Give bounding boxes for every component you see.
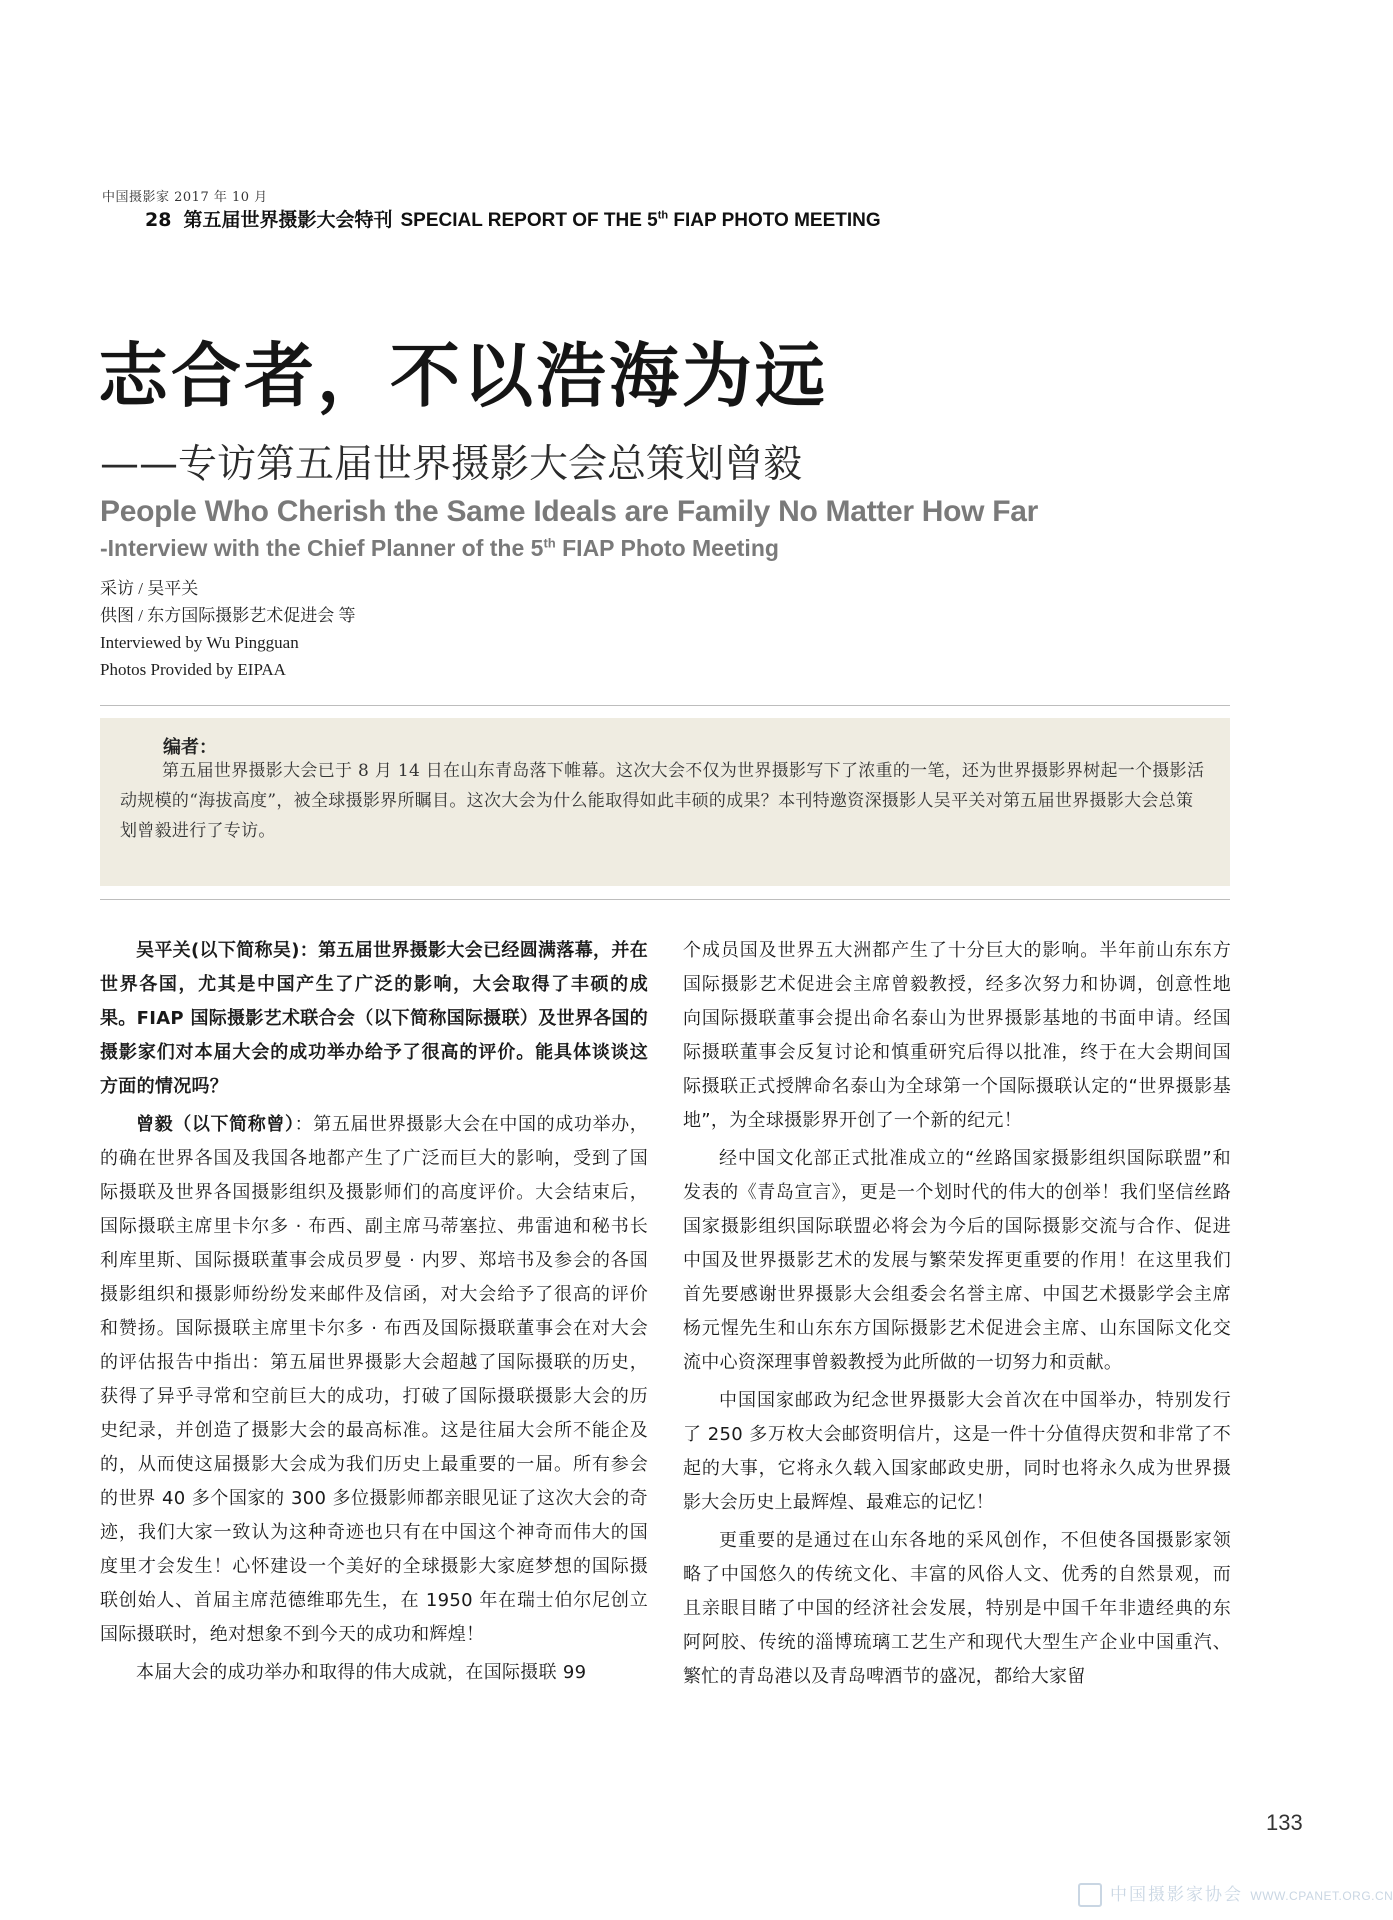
magazine-issue-line: 中国摄影家 2017 年 10 月: [102, 190, 268, 205]
body-column-right: [683, 934, 1231, 1698]
section-title-en-sup: th: [657, 209, 669, 222]
section-title-en: [400, 210, 880, 231]
subtitle-en-sup: th: [543, 535, 556, 551]
watermark-url: WWW.CPANET.ORG.CN: [1250, 1889, 1393, 1903]
editor-note-box: [100, 718, 1230, 886]
body-paragraph: 中国国家邮政为纪念世界摄影大会首次在中国举办，特别发行了 250 多万枚大会邮资明信片，这是一件十分值得庆贺和非常了不起的大事，它将永久载入国家邮政史册，同时也将永久成为世界摄影大会历史上最辉煌、最难忘的记忆！: [683, 1390, 1231, 1513]
answer-paragraph: [100, 1108, 648, 1652]
section-title-zh: 第五届世界摄影大会特刊: [183, 209, 393, 231]
body-paragraph: 个成员国及世界五大洲都产生了十分巨大的影响。半年前山东东方国际摄影艺术促进会主席曾毅教授，经多次努力和协调，创意性地向国际摄联董事会提出命名泰山为世界摄影基地的书面申请。经国际摄联董事会反复讨论和慎重研究后得以批准，终于在大会期间国际摄联正式授牌命名泰山为全球第一个国际摄联认定的“世界摄影基地”，为全球摄影界开创了一个新的纪元！: [683, 940, 1231, 1131]
article-title-zh: 志合者，不以浩海为远: [98, 335, 828, 417]
answer-speaker: 曾毅（以下简称曾）: [136, 1114, 295, 1135]
article-credits: [100, 575, 355, 683]
subtitle-en-tail: FIAP Photo Meeting: [555, 535, 779, 561]
body-paragraph: 本届大会的成功举办和取得的伟大成就，在国际摄联 99: [136, 1662, 587, 1683]
section-title-en-tail: FIAP PHOTO MEETING: [668, 210, 881, 231]
section-header: [145, 205, 881, 232]
body-paragraph: 经中国文化部正式批准成立的“丝路国家摄影组织国际联盟”和发表的《青岛宣言》，更是一个划时代的伟大的创举！我们坚信丝路国家摄影组织国际联盟必将会为今后的国际摄影交流与合作、促进中国及世界摄影艺术的发展与繁荣发挥更重要的作用！在这里我们首先要感谢世界摄影大会组委会名誉主席、中国艺术摄影学会主席杨元惺先生和山东东方国际摄影艺术促进会主席、山东国际文化交流中心资深理事曾毅教授为此所做的一切努力和贡献。: [683, 1148, 1231, 1373]
credit-photos-zh: 供图 / 东方国际摄影艺术促进会 等: [100, 606, 356, 625]
article-subtitle-en: [100, 535, 779, 562]
credit-interviewer-zh: 采访 / 吴平关: [100, 579, 199, 598]
section-title-en-main: SPECIAL REPORT OF THE 5: [400, 210, 658, 231]
article-subtitle-zh: ——专访第五届世界摄影大会总策划曾毅: [100, 442, 803, 487]
answer-text: ：第五届世界摄影大会在中国的成功举办，的确在世界各国及我国各地都产生了广泛而巨大的影响，受到了国际摄联及世界各国摄影组织及摄影师们的高度评价。大会结束后，国际摄联主席里卡尔多 · 布西、副主席马蒂塞拉、弗雷迪和秘书长利库里斯、国际摄联董事会成员罗曼 · 内罗、郑培书及参会的各国摄影组织和摄影师纷纷发来邮件及信函，对大会给予了很高的评价和赞扬。国际摄联主席里卡尔多 · 布西及国际摄联董事会在对大会的评估报告中指出：第五届世界摄影大会超越了国际摄联的历史，获得了异乎寻常和空前巨大的成功，打破了国际摄联摄影大会的历史纪录，并创造了摄影大会的最高标准。这是往届大会所不能企及的，从而使这届摄影大会成为我们历史上最重要的一届。所有参会的世界 40 多个国家的 300 多位摄影师都亲眼见证了这次大会的奇迹，我们大家一致认为这种奇迹也只有在中国这个神奇而伟大的国度里才会发生！心怀建设一个美好的全球摄影大家庭梦想的国际摄联创始人、首届主席范德维耶先生，在 1950 年在瑞士伯尔尼创立国际摄联时，绝对想象不到今天的成功和辉煌！: [100, 1114, 649, 1645]
body-paragraph: 更重要的是通过在山东各地的采风创作，不但使各国摄影家领略了中国悠久的传统文化、丰富的风俗人文、优秀的自然景观，而且亲眼目睹了中国的经济社会发展，特别是中国千年非遗经典的东阿阿胶、传统的淄博琉璃工艺生产和现代大型生产企业中国重汽、繁忙的青岛港以及青岛啤酒节的盛况，都给大家留: [683, 1530, 1231, 1687]
editor-note-label: 编者：: [163, 737, 217, 758]
divider-bottom: [100, 899, 1230, 900]
article-title-en: People Who Cherish the Same Ideals are Family No Matter How Far: [100, 495, 1039, 528]
editor-note-text: 第五届世界摄影大会已于 8 月 14 日在山东青岛落下帷幕。这次大会不仅为世界摄影写下了浓重的一笔，还为世界摄影界树起一个摄影活动规模的“海拔高度”，被全球摄影界所瞩目。这次大会为什么能取得如此丰硕的成果？本刊特邀资深摄影人吴平关对第五届世界摄影大会总策划曾毅进行了专访。: [120, 761, 1205, 841]
body-column-left: [100, 934, 648, 1694]
watermark-text: 中国摄影家协会: [1110, 1885, 1243, 1905]
header-page-number: 28: [145, 209, 172, 231]
subtitle-en-main: -Interview with the Chief Planner of the 5: [100, 535, 544, 561]
credit-interviewer-en: Interviewed by Wu Pingguan: [100, 633, 299, 652]
divider-top: [100, 705, 1230, 706]
page-number: 133: [1266, 1810, 1303, 1835]
watermark: [1078, 1880, 1393, 1907]
credit-photos-en: Photos Provided by EIPAA: [100, 660, 286, 679]
association-logo-icon: [1078, 1883, 1102, 1907]
question-paragraph: 吴平关(以下简称吴)：第五届世界摄影大会已经圆满落幕，并在世界各国，尤其是中国产生了广泛的影响，大会取得了丰硕的成果。FIAP 国际摄影艺术联合会（以下简称国际摄联）及世界各国的摄影家们对本届大会的成功举办给予了很高的评价。能具体谈谈这方面的情况吗？: [100, 940, 648, 1097]
